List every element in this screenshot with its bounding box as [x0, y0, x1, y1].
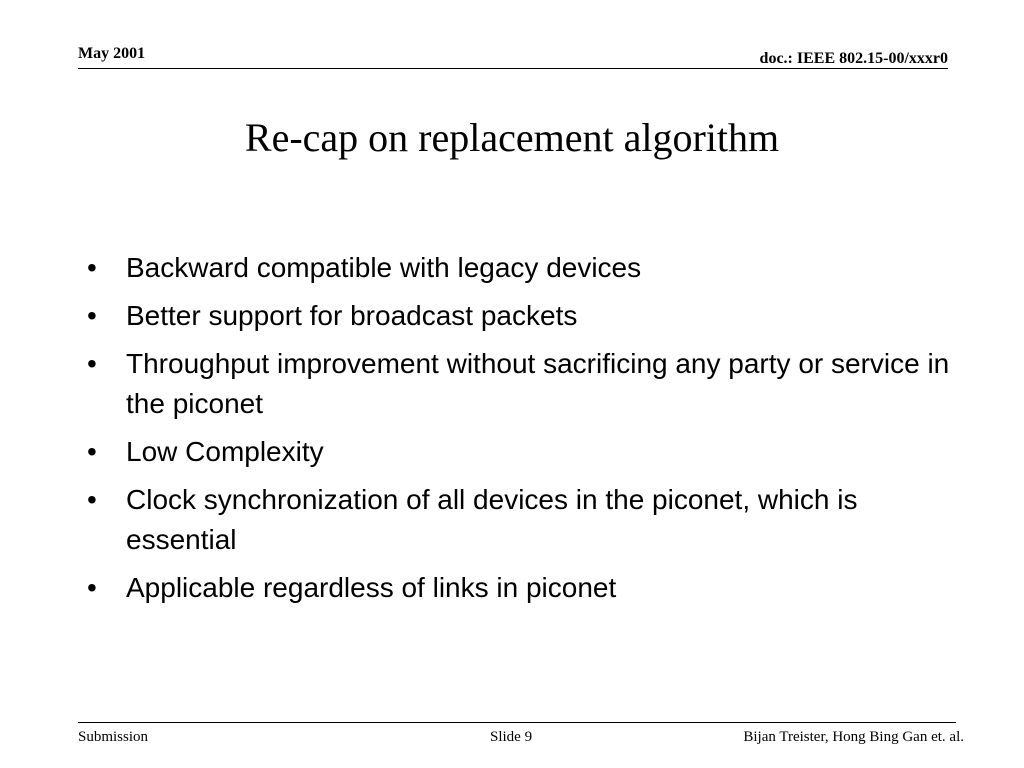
bullet-glyph: •: [87, 484, 97, 515]
footer-divider: [78, 722, 956, 723]
bullet-text: Backward compatible with legacy devices: [126, 252, 642, 283]
bullet-item: [84, 568, 964, 608]
bullet-item: [84, 480, 964, 560]
header-date: May 2001: [78, 45, 146, 62]
bullet-text: Clock synchronization of all devices in the piconet, which is essential: [126, 484, 858, 555]
bullet-item: [84, 296, 964, 336]
footer-submission: Submission: [78, 729, 149, 745]
bullet-item: [84, 432, 964, 472]
header-divider: [78, 68, 948, 69]
slide-title: Re-cap on replacement algorithm: [244, 115, 780, 160]
bullet-glyph: •: [87, 348, 97, 379]
bullet-glyph: •: [87, 300, 97, 331]
bullet-glyph: •: [87, 436, 97, 467]
bullet-list: [84, 248, 964, 616]
bullet-item: [84, 344, 964, 424]
bullet-text: Better support for broadcast packets: [126, 300, 578, 331]
header-doc-id: doc.: IEEE 802.15-00/xxxr0: [759, 50, 948, 67]
bullet-text: Low Complexity: [126, 436, 324, 467]
bullet-glyph: •: [87, 572, 97, 603]
bullet-text: Throughput improvement without sacrificing any party or service in the piconet: [126, 348, 950, 419]
footer-slide-number: Slide 9: [490, 729, 533, 745]
footer-authors: Bijan Treister, Hong Bing Gan et. al.: [743, 729, 964, 745]
bullet-text: Applicable regardless of links in piconet: [126, 572, 617, 603]
bullet-item: [84, 248, 964, 288]
bullet-glyph: •: [87, 252, 97, 283]
